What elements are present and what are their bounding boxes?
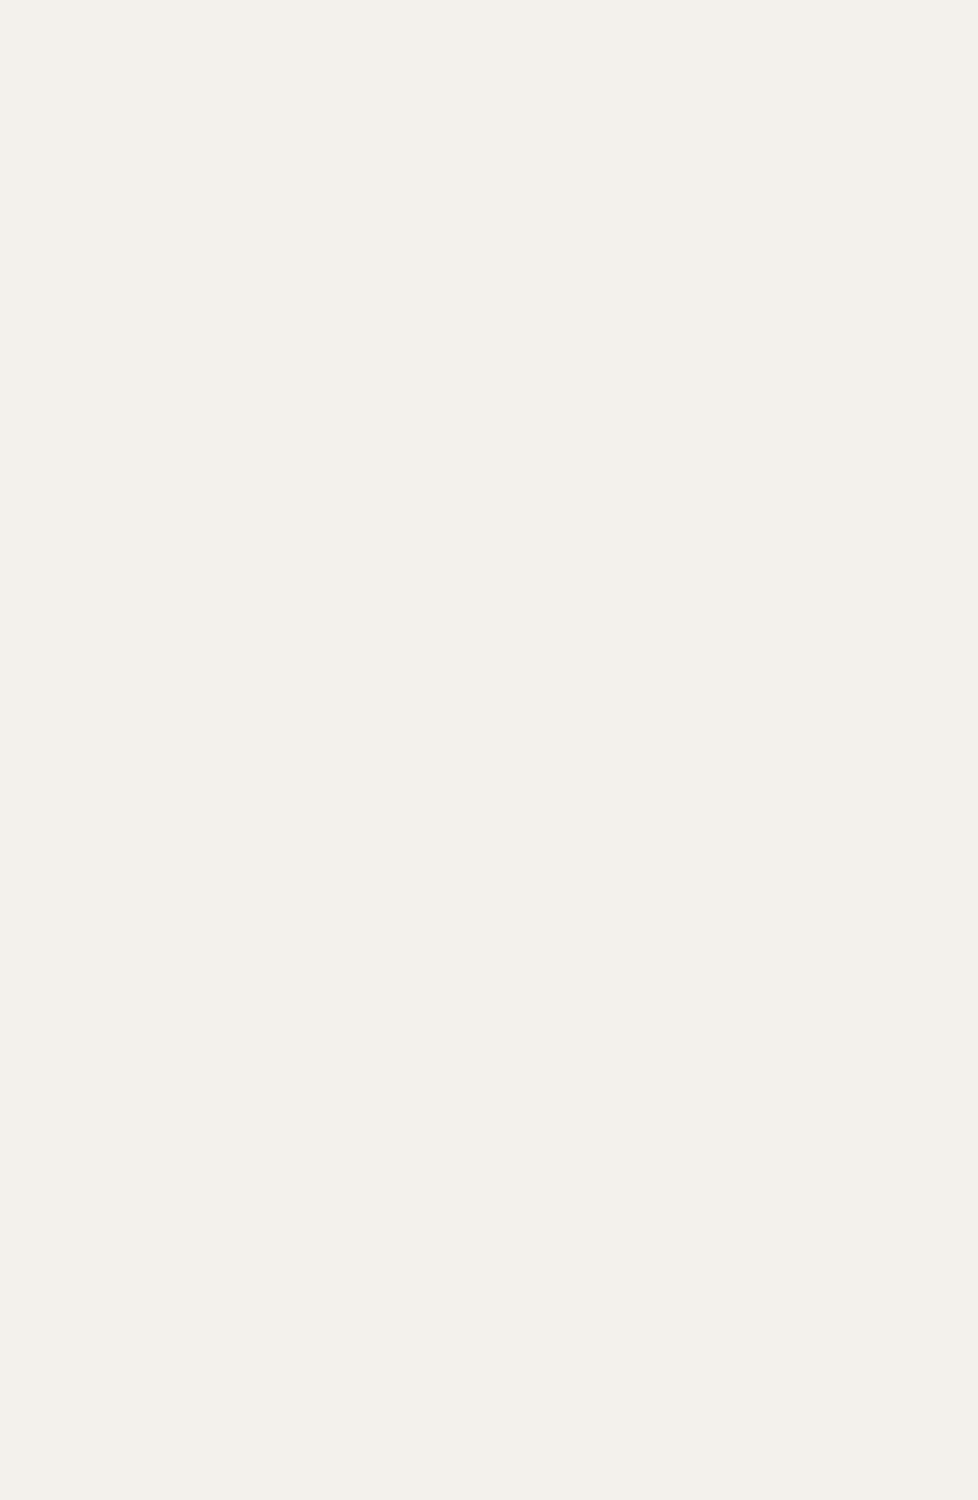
text-line	[48, 1321, 470, 1348]
text-line	[48, 525, 470, 552]
text-line	[48, 1162, 470, 1189]
text-line	[48, 950, 470, 977]
text-line	[48, 923, 470, 950]
text-line	[48, 259, 470, 286]
text-line	[48, 233, 470, 260]
text-line	[48, 1056, 470, 1083]
text-line	[48, 843, 470, 870]
text-line	[48, 100, 470, 127]
text-line	[48, 1188, 470, 1215]
text-line	[48, 684, 470, 711]
text-line	[48, 498, 470, 525]
text-line	[48, 392, 470, 419]
text-line	[48, 312, 470, 339]
text-line	[48, 445, 470, 472]
text-line	[48, 790, 470, 817]
text-line	[48, 419, 470, 446]
text-line	[48, 976, 470, 1003]
text-line	[48, 896, 470, 923]
text-line	[48, 339, 470, 366]
text-line	[48, 870, 470, 897]
text-line	[48, 206, 470, 233]
text-line	[48, 631, 470, 658]
text-line	[48, 764, 470, 791]
text-line	[48, 1109, 470, 1136]
text-line	[48, 737, 470, 764]
text-line	[48, 286, 470, 313]
text-line	[48, 472, 470, 499]
text-line	[48, 1295, 470, 1322]
text-line	[48, 1242, 470, 1269]
text-line	[48, 1215, 470, 1242]
text-line	[48, 604, 470, 631]
text-line	[48, 817, 470, 844]
text-line	[48, 153, 470, 180]
text-line	[48, 1268, 470, 1295]
text-line	[48, 657, 470, 684]
text-line	[48, 127, 470, 154]
text-line	[48, 1135, 470, 1162]
text-line	[48, 551, 470, 578]
text-line	[48, 180, 470, 207]
left-column	[48, 100, 470, 1374]
text-line	[48, 1003, 470, 1030]
text-line	[48, 1348, 470, 1375]
text-line	[48, 365, 470, 392]
page-header	[0, 52, 978, 81]
text-line	[48, 1029, 470, 1056]
text-line	[48, 711, 470, 738]
text-line	[48, 1082, 470, 1109]
text-line	[48, 578, 470, 605]
